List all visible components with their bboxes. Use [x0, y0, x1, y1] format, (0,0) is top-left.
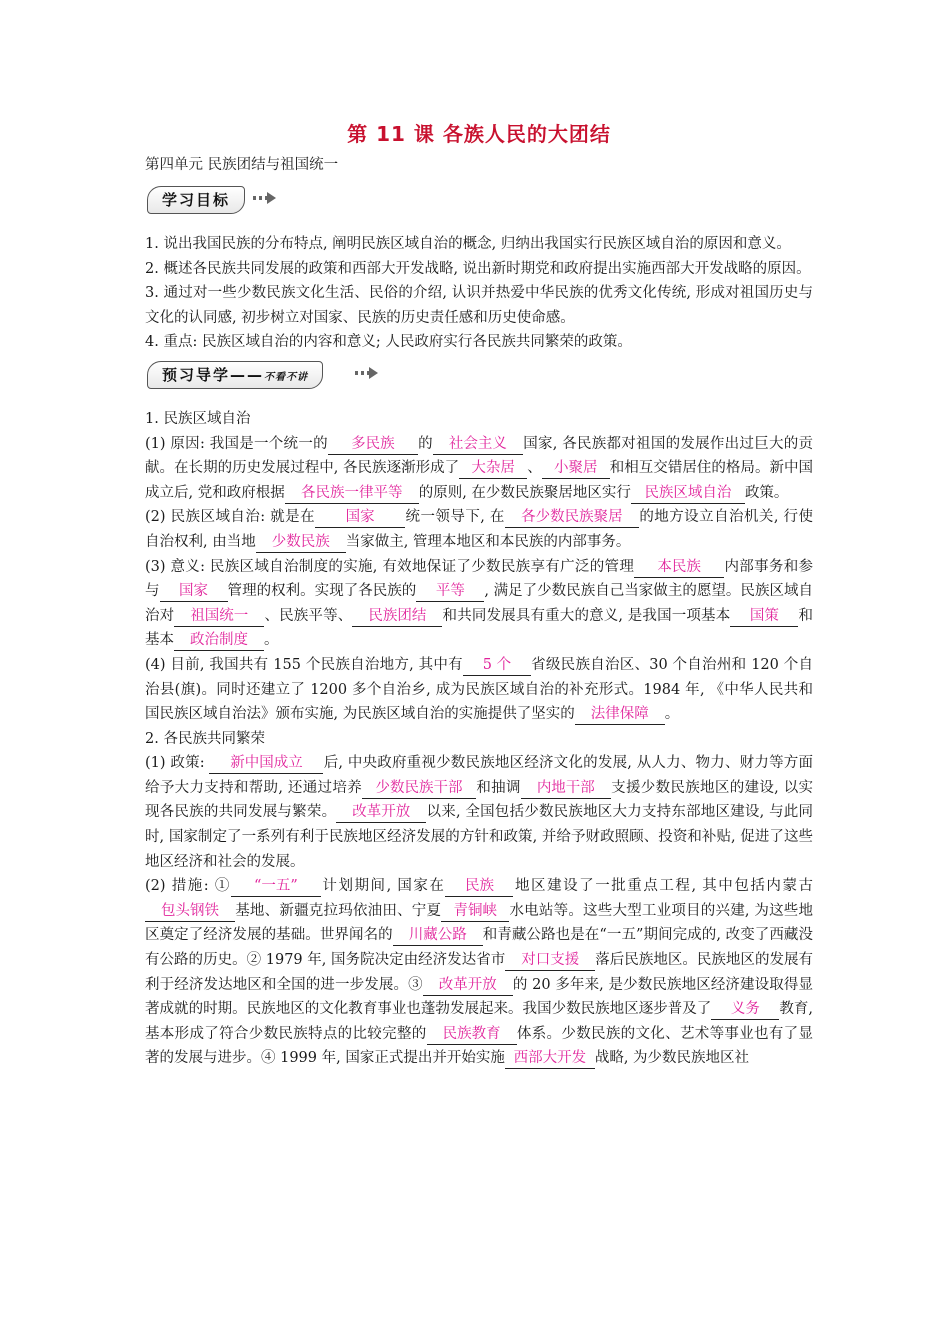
blank-answer[interactable]: 多民族 — [328, 434, 418, 455]
preview-header — [145, 359, 813, 393]
blank-answer[interactable]: 西部大开发 — [505, 1048, 595, 1069]
goal-item: 2. 概述各民族共同发展的政策和西部大开发战略, 说出新时期党和政府提出实施西部大开发战略的原因。 — [145, 260, 811, 277]
blank-answer[interactable]: 大杂居 — [459, 458, 527, 479]
blank-answer[interactable]: 各民族一律平等 — [285, 483, 419, 504]
blank-answer[interactable]: 义务 — [711, 999, 779, 1020]
blank-answer[interactable]: 法律保障 — [575, 704, 665, 725]
blank-answer[interactable]: 国家 — [160, 581, 228, 602]
paragraph-reason: (1) 原因: 我国是一个统一的 多民族 的 社会主义 国家, 各民族都对祖国的发展作出过巨大的贡献。在长期的历史发展过程中, 各民族逐渐形成了 大杂居 、 小聚居 和相互交错居住的格局。新中国成立后, 党和政府根据 各民族一律平等 的原则, 在少数民族聚居地区实行 民族区域自治 政策。 — [145, 432, 813, 506]
blank-answer[interactable]: 政治制度 — [174, 630, 264, 651]
goal-item: 3. 通过对一些少数民族文化生活、民俗的介绍, 认识并热爱中华民族的优秀文化传统, 形成对祖国历史与文化的认同感, 初步树立对国家、民族的历史责任感和历史使命感。 — [145, 285, 813, 326]
paragraph-definition: (2) 民族区域自治: 就是在 国家 统一领导下, 在 各少数民族聚居 的地方设立自治机关, 行使自治权利, 由当地 少数民族 当家做主, 管理本地区和本民族的内部事务。 — [145, 505, 813, 554]
goals-header — [145, 184, 813, 218]
blank-answer[interactable]: 新中国成立 — [209, 753, 323, 774]
goals-badge: 学习目标 — [147, 186, 245, 214]
page-title: 第 11 课 各族人民的大团结 — [347, 122, 611, 146]
blank-answer[interactable]: 川藏公路 — [393, 925, 483, 946]
blank-answer[interactable]: 改革开放 — [423, 975, 513, 996]
divider-dots — [355, 371, 369, 375]
arrow-icon — [369, 367, 378, 379]
blank-answer[interactable]: 少数民族 — [256, 532, 346, 553]
blank-answer[interactable]: 国策 — [730, 606, 798, 627]
blank-answer[interactable]: 祖国统一 — [174, 606, 264, 627]
preview-badge-note: 不看不讲 — [264, 371, 309, 383]
paragraph-policy: (1) 政策: 新中国成立 后, 中央政府重视少数民族地区经济文化的发展, 从人力、物力、财力等方面给予大力支持和帮助, 还通过培养 少数民族干部 和抽调 内地干部 支援少数民族地区的建设, 以实现各民族的共同发展与繁荣。 改革开放 以来, 全国包括少数民族地区大力支持东部地区建设, 与此同时, 国家制定了一系列有利于民族地区经济发展的方针和政策, 并给予财政照顾、投资和补贴, 促进了这些地区经济和社会的发展。 — [145, 755, 814, 870]
blank-answer[interactable]: 内地干部 — [521, 778, 611, 799]
blank-answer[interactable]: 国家 — [315, 507, 405, 528]
blank-answer[interactable]: 民族 — [445, 876, 513, 897]
goals-list — [145, 232, 813, 355]
blank-answer[interactable]: 民族教育 — [427, 1024, 517, 1045]
paragraph-significance: (3) 意义: 民族区域自治制度的实施, 有效地保证了少数民族享有广泛的管理 本民族 内部事务和参与 国家 管理的权利。实现了各民族的 平等 , 满足了少数民族自己当家做主的愿望。民族区域自治对 祖国统一 、民族平等、 民族团结 和共同发展具有重大的意义, 是我国一项基本 国策 和基本 政治制度 。 — [145, 555, 813, 653]
unit-subtitle: 第四单元 民族团结与祖国统一 — [145, 157, 339, 173]
paragraph-current: (4) 目前, 我国共有 155 个民族自治地方, 其中有 5 个 省级民族自治区、30 个自治州和 120 个自治县(旗)。同时还建立了 1200 多个自治乡, 成为民族区域自治的补充形式。1984 年, 《中华人民共和国民族区域自治法》颁布实施, 为民族区域自治的实施提供了坚实的 法律保障 。 — [145, 653, 813, 727]
blank-answer[interactable]: 本民族 — [634, 557, 724, 578]
blank-answer[interactable]: 少数民族干部 — [362, 778, 476, 799]
section-autonomy — [145, 407, 813, 727]
blank-answer[interactable]: 小聚居 — [542, 458, 610, 479]
blank-answer[interactable]: “一五” — [231, 876, 321, 897]
blank-answer[interactable]: 社会主义 — [433, 434, 523, 455]
goal-item: 4. 重点: 民族区域自治的内容和意义; 人民政府实行各民族共同繁荣的政策。 — [145, 334, 632, 351]
blank-answer[interactable]: 各少数民族聚居 — [505, 507, 639, 528]
blank-answer[interactable]: 青铜峡 — [441, 901, 509, 922]
paragraph-measures: (2) 措施: ① “一五” 计划期间, 国家在 民族 地区建设了一批重点工程, 其中包括内蒙古包头钢铁 基地、新疆克拉玛依油田、宁夏 青铜峡 水电站等。这些大型工业项目的兴建, 为这些地区奠定了经济发展的基础。世界闻名的 川藏公路 和青藏公路也是在“一五”期间完成的, 改变了西藏没有公路的历史。② 1979 年, 国务院决定由经济发达省市 对口支援 落后民族地区。民族地区的发展有利于经济发达地区和全国的进一步发展。③ 改革开放 的 20 多年来, 是少数民族地区经济建设取得显著成就的时期。民族地区的文化教育事业也蓬勃发展起来。我国少数民族地区逐步普及了 义务 教育, 基本形成了符合少数民族特点的比较完整的 民族教育 体系。少数民族的文化、艺术等事业也有了显著的发展与进步。④ 1999 年, 国家正式提出并开始实施 西部大开发 战略, 为少数民族地区社 — [145, 874, 813, 1071]
arrow-icon — [267, 192, 276, 204]
divider-dots — [253, 196, 267, 200]
section-prosperity — [145, 727, 813, 1071]
blank-answer[interactable]: 5 个 — [463, 655, 531, 676]
blank-answer[interactable]: 改革开放 — [336, 802, 426, 823]
blank-answer[interactable]: 民族区域自治 — [631, 483, 745, 504]
section-heading: 2. 各民族共同繁荣 — [145, 730, 265, 747]
preview-badge-label: 预习导学—— — [162, 365, 265, 384]
blank-answer[interactable]: 对口支援 — [505, 950, 595, 971]
section-heading: 1. 民族区域自治 — [145, 410, 251, 427]
goal-item: 1. 说出我国民族的分布特点, 阐明民族区域自治的概念, 归纳出我国实行民族区域自治的原因和意义。 — [145, 236, 791, 252]
preview-badge — [147, 361, 323, 389]
blank-answer[interactable]: 平等 — [416, 581, 484, 602]
blank-answer[interactable]: 民族团结 — [352, 606, 442, 627]
worksheet — [145, 118, 813, 1071]
blank-answer[interactable]: 包头钢铁 — [145, 901, 235, 922]
